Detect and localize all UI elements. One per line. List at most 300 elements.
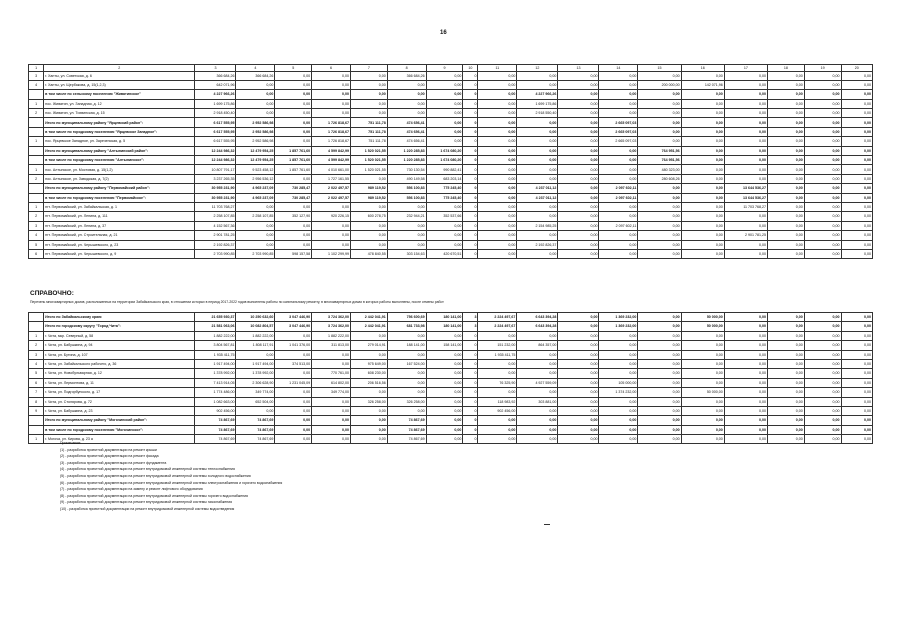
value-cell: 0,00 — [841, 397, 873, 406]
value-cell: 0,00 — [275, 99, 312, 108]
value-cell: 0,00 — [558, 127, 599, 136]
value-cell: 3 724 362,00 — [312, 322, 351, 331]
value-cell: 0,00 — [312, 221, 351, 230]
value-cell: 0,00 — [638, 341, 681, 350]
value-cell: 0,00 — [478, 425, 517, 434]
notes-title: Примечание: — [60, 441, 82, 445]
column-number: 10 — [463, 65, 478, 72]
value-cell: 0,00 — [638, 416, 681, 425]
value-cell: 0,00 — [804, 435, 841, 444]
value-cell: 0,00 — [426, 435, 463, 444]
value-cell: 0,00 — [804, 127, 841, 136]
value-cell: 600 278,75 — [350, 212, 387, 221]
column-number: 11 — [478, 65, 517, 72]
value-cell: 0,00 — [236, 406, 275, 415]
value-cell: 0,00 — [275, 397, 312, 406]
value-cell: 2 192 826,37 — [517, 240, 558, 249]
value-cell: 0,00 — [804, 118, 841, 127]
value-cell: 598 157,58 — [275, 249, 312, 258]
value-cell: 1 935 411,75 — [478, 350, 517, 359]
value-cell: 0,00 — [517, 212, 558, 221]
value-cell: 13 644 536,27 — [724, 193, 767, 202]
column-number: 7 — [350, 65, 387, 72]
table-row — [29, 341, 873, 350]
value-cell: 0,00 — [638, 118, 681, 127]
row-number — [29, 146, 44, 155]
address-cell: г. Чита, ул. Лермонтова, д. 11 — [44, 378, 195, 387]
value-cell: 0,00 — [768, 99, 805, 108]
value-cell: 11 703 768,27 — [724, 202, 767, 211]
value-cell: 0,00 — [312, 435, 351, 444]
value-cell: 0,00 — [517, 435, 558, 444]
value-cell: 730 285,47 — [275, 193, 312, 202]
note-item: (4) - разработка проектной документации на ремонт внутридомовой инженерной системы теплоснабжения — [60, 467, 235, 472]
value-cell: 0,00 — [681, 212, 724, 221]
value-cell: 0,00 — [681, 109, 724, 118]
value-cell: 0 — [463, 397, 478, 406]
value-cell: 0,00 — [599, 109, 638, 118]
value-cell: 0,00 — [350, 416, 387, 425]
column-number: 9 — [426, 65, 463, 72]
value-cell: 0,00 — [236, 202, 275, 211]
value-cell: 0 — [463, 90, 478, 99]
value-cell: 1 857 761,60 — [275, 146, 312, 155]
value-cell: 0,00 — [724, 406, 767, 415]
value-cell: 0,00 — [426, 350, 463, 359]
value-cell: 0,00 — [841, 165, 873, 174]
value-cell: 0,00 — [638, 350, 681, 359]
value-cell: 478 840,55 — [350, 249, 387, 258]
value-cell: 0,00 — [681, 369, 724, 378]
value-cell: 0,00 — [768, 350, 805, 359]
value-cell: 0,00 — [558, 90, 599, 99]
value-cell: 0,00 — [768, 313, 805, 322]
value-cell: 0,00 — [724, 388, 767, 397]
value-cell: 0,00 — [681, 221, 724, 230]
value-cell: 0,00 — [841, 322, 873, 331]
table-row — [29, 80, 873, 89]
value-cell: 0,00 — [681, 174, 724, 183]
value-cell: 0,00 — [638, 212, 681, 221]
value-cell: 0,00 — [478, 118, 517, 127]
value-cell: 0,00 — [724, 378, 767, 387]
column-number: 19 — [804, 65, 841, 72]
value-cell: 0,00 — [599, 240, 638, 249]
value-cell: 0,00 — [768, 397, 805, 406]
value-cell: 0,00 — [312, 425, 351, 434]
value-cell: 0,00 — [724, 109, 767, 118]
value-cell: 0,00 — [638, 249, 681, 258]
value-cell: 2 703 990,85 — [236, 249, 275, 258]
value-cell: 0,00 — [387, 369, 426, 378]
value-cell: 0,00 — [478, 146, 517, 155]
column-number: 2 — [44, 65, 195, 72]
value-cell: 0,00 — [768, 118, 805, 127]
value-cell: 0 — [463, 174, 478, 183]
value-cell: 158 141,00 — [426, 341, 463, 350]
value-cell: 0,00 — [599, 359, 638, 368]
value-cell: 0,00 — [638, 137, 681, 146]
value-cell: 0,00 — [275, 109, 312, 118]
column-number: 3 — [195, 65, 236, 72]
value-cell: 0,00 — [387, 331, 426, 340]
value-cell: 0,00 — [275, 406, 312, 415]
value-cell: 2 703 990,85 — [195, 249, 236, 258]
value-cell: 0,00 — [804, 109, 841, 118]
address-cell: г. Чита, ул. Новобульварная, д. 12 — [44, 369, 195, 378]
value-cell: 0,00 — [768, 221, 805, 230]
value-cell: 3 047 446,90 — [275, 322, 312, 331]
row-number: 6 — [29, 249, 44, 258]
row-number: 2 — [29, 212, 44, 221]
value-cell: 0,00 — [724, 137, 767, 146]
value-cell: 0,00 — [478, 80, 517, 89]
value-cell: 0,00 — [841, 350, 873, 359]
value-cell: 0,00 — [768, 369, 805, 378]
value-cell: 0,00 — [681, 202, 724, 211]
value-cell: 0,00 — [387, 99, 426, 108]
value-cell: 0,00 — [312, 350, 351, 359]
value-cell: 0,00 — [638, 127, 681, 136]
row-number — [29, 90, 44, 99]
value-cell: 0,00 — [638, 378, 681, 387]
value-cell: 0,00 — [426, 127, 463, 136]
column-number: 18 — [768, 65, 805, 72]
value-cell: 0,00 — [236, 221, 275, 230]
value-cell: 756 600,69 — [387, 313, 426, 322]
value-cell: 12 479 954,25 — [236, 146, 275, 155]
row-number: 5 — [29, 240, 44, 249]
address-cell: пгт. Первомайский, ул. Строительная, д. 21 — [44, 231, 195, 240]
row-number: 4 — [29, 359, 44, 368]
value-cell: 0,00 — [478, 193, 517, 202]
value-cell: 151 232,00 — [478, 341, 517, 350]
value-cell: 480 323,00 — [638, 165, 681, 174]
value-cell: 0,00 — [426, 416, 463, 425]
value-cell: 2 097 602,11 — [599, 221, 638, 230]
value-cell: 0,00 — [768, 240, 805, 249]
value-cell: 4 927 559,09 — [517, 378, 558, 387]
value-cell: 0,00 — [350, 221, 387, 230]
value-cell: 0,00 — [681, 146, 724, 155]
value-cell: 730 285,47 — [275, 184, 312, 193]
address-cell: пос. Живатин, ул. Тихвинская, д. 15 — [44, 109, 195, 118]
value-cell: 0,00 — [599, 231, 638, 240]
value-cell: 0,00 — [426, 359, 463, 368]
row-number — [29, 118, 44, 127]
value-cell: 1 882 222,00 — [195, 331, 236, 340]
value-cell: 0,00 — [804, 249, 841, 258]
table-row — [29, 378, 873, 387]
value-cell: 0,00 — [804, 341, 841, 350]
table-row — [29, 165, 873, 174]
value-cell: 0,00 — [841, 406, 873, 415]
value-cell: 1 917 494,00 — [195, 359, 236, 368]
value-cell: 0,00 — [517, 369, 558, 378]
value-cell: 0,00 — [426, 397, 463, 406]
value-cell: 0,00 — [478, 212, 517, 221]
value-cell: 0,00 — [478, 202, 517, 211]
row-number: 1 — [29, 165, 44, 174]
value-cell: 0,00 — [768, 435, 805, 444]
value-cell: 0,00 — [558, 156, 599, 165]
value-cell: 0,00 — [558, 388, 599, 397]
column-number: 16 — [681, 65, 724, 72]
value-cell: 1 378 992,00 — [195, 369, 236, 378]
value-cell: 6 643 394,28 — [517, 313, 558, 322]
value-cell: 614 802,00 — [312, 378, 351, 387]
column-number: 15 — [638, 65, 681, 72]
value-cell: 0 — [463, 350, 478, 359]
value-cell: 2 952 586,98 — [236, 127, 275, 136]
value-cell: 0,00 — [804, 90, 841, 99]
value-cell: 0,00 — [841, 174, 873, 183]
address-cell: пгт. Первомайский, ул. Ленина, д. 111 — [44, 212, 195, 221]
value-cell: 0,00 — [841, 184, 873, 193]
value-cell: 1 935 411,75 — [195, 350, 236, 359]
value-cell: 326 258,00 — [350, 397, 387, 406]
row-number: 2 — [29, 341, 44, 350]
value-cell: 2 665 097,03 — [599, 118, 638, 127]
value-cell: 74 867,69 — [236, 435, 275, 444]
value-cell: 0,00 — [517, 118, 558, 127]
value-cell: 0,00 — [558, 240, 599, 249]
value-cell: 0,00 — [275, 137, 312, 146]
value-cell: 74 867,69 — [387, 435, 426, 444]
value-cell: 0 — [463, 425, 478, 434]
value-cell: 1 231 045,09 — [275, 378, 312, 387]
value-cell: 0,00 — [426, 378, 463, 387]
value-cell: 775 245,40 — [426, 184, 463, 193]
value-cell: 902 456,00 — [195, 406, 236, 415]
value-cell: 0 — [463, 202, 478, 211]
value-cell: 74 867,69 — [195, 435, 236, 444]
address-cell: пгт. Первомайский, ул. Забайкальская, д. 1 — [44, 202, 195, 211]
value-cell: 0,00 — [275, 388, 312, 397]
value-cell: 0,00 — [558, 109, 599, 118]
value-cell: 0,00 — [350, 435, 387, 444]
value-cell: 0,00 — [841, 359, 873, 368]
value-cell: 0,00 — [681, 416, 724, 425]
note-item: (7) - разработка проектной документации на замену и ремонт лифтового оборудования — [60, 487, 203, 492]
value-cell: 0,00 — [768, 146, 805, 155]
value-cell: 0,00 — [638, 221, 681, 230]
value-cell: 556 100,83 — [387, 193, 426, 202]
value-cell: 0,00 — [350, 109, 387, 118]
value-cell: 0,00 — [638, 406, 681, 415]
value-cell: 0,00 — [638, 202, 681, 211]
value-cell: 0,00 — [387, 240, 426, 249]
value-cell: 0,00 — [638, 109, 681, 118]
value-cell: 118 983,92 — [478, 397, 517, 406]
value-cell: 352 127,90 — [275, 212, 312, 221]
value-cell: 0,00 — [804, 359, 841, 368]
value-cell: 0,00 — [804, 156, 841, 165]
value-cell: 0,00 — [841, 313, 873, 322]
value-cell: 4 599 842,99 — [312, 146, 351, 155]
table-row — [29, 202, 873, 211]
value-cell: 0 — [463, 146, 478, 155]
row-number: 3 — [29, 71, 44, 80]
note-item: (1) - разработка проектной документации на ремонт крыши — [60, 447, 157, 452]
value-cell: 0,00 — [768, 90, 805, 99]
row-number: 2 — [29, 109, 44, 118]
table-subtotal-row — [29, 313, 873, 322]
column-number: 20 — [841, 65, 873, 72]
value-cell: 902 456,00 — [478, 406, 517, 415]
value-cell: 0,00 — [478, 388, 517, 397]
value-cell: 0,00 — [841, 435, 873, 444]
value-cell: 2 901 781,25 — [195, 231, 236, 240]
value-cell: 0,00 — [804, 406, 841, 415]
row-number: 3 — [29, 221, 44, 230]
value-cell: 1 727 161,55 — [312, 174, 351, 183]
note-item: (6) - разработка проектной документации на ремонт внутридомовой инженерной системы электроснабжения и горячего водоснабжения — [60, 480, 283, 485]
value-cell: 0,00 — [841, 109, 873, 118]
row-number: 5 — [29, 369, 44, 378]
row-number — [29, 416, 44, 425]
table-row — [29, 109, 873, 118]
value-cell: 2 022 497,57 — [312, 193, 351, 202]
value-cell: 0,00 — [804, 322, 841, 331]
value-cell: 0,00 — [426, 331, 463, 340]
value-cell: 3 — [463, 322, 478, 331]
address-cell: г. Ханты, ул. Щербакова, д. 15(1,2,3) — [44, 80, 195, 89]
row-number: 6 — [29, 378, 44, 387]
row-number — [29, 313, 44, 322]
value-cell: 0,00 — [638, 359, 681, 368]
value-cell: 303 881,00 — [517, 397, 558, 406]
table-row — [29, 71, 873, 80]
value-cell: 74 867,69 — [195, 425, 236, 434]
value-cell: 0 — [463, 193, 478, 202]
value-cell: 0,00 — [768, 322, 805, 331]
value-cell: 374 513,00 — [275, 359, 312, 368]
value-cell: 0,00 — [638, 71, 681, 80]
row-number: 1 — [29, 435, 44, 444]
value-cell: 1 041 376,00 — [275, 341, 312, 350]
note-item: (3) - разработка проектной документации на ремонт фундамента — [60, 460, 167, 465]
value-cell: 0,00 — [768, 212, 805, 221]
address-cell: г. Чита, ул. Столярова, д. 72 — [44, 397, 195, 406]
row-number: 2 — [29, 174, 44, 183]
value-cell: 0,00 — [558, 71, 599, 80]
value-cell: 0,00 — [558, 378, 599, 387]
value-cell: 0 — [463, 369, 478, 378]
value-cell: 0,00 — [724, 221, 767, 230]
value-cell: 0,00 — [517, 231, 558, 240]
value-cell: 0,00 — [275, 435, 312, 444]
value-cell: 1 726 818,67 — [312, 127, 351, 136]
value-cell: 105 000,00 — [599, 378, 638, 387]
value-cell: 0,00 — [558, 212, 599, 221]
value-cell: 0,00 — [517, 425, 558, 434]
table-row — [29, 231, 873, 240]
value-cell: 0,00 — [387, 406, 426, 415]
value-cell: 0,00 — [517, 202, 558, 211]
value-cell: 0,00 — [312, 80, 351, 89]
value-cell: 0,00 — [841, 231, 873, 240]
address-cell: в том числе по городскому поселению "Алтынинское": — [44, 156, 195, 165]
value-cell: 1 220 285,83 — [387, 156, 426, 165]
value-cell: 366 684,26 — [236, 71, 275, 80]
value-cell: 751 111,78 — [350, 137, 387, 146]
value-cell: 0,00 — [517, 388, 558, 397]
value-cell: 0,00 — [841, 369, 873, 378]
value-cell: 0,00 — [275, 90, 312, 99]
value-cell: 2 918 550,40 — [517, 109, 558, 118]
value-cell: 0,00 — [724, 146, 767, 155]
value-cell: 0,00 — [681, 90, 724, 99]
table-subtotal-row — [29, 184, 873, 193]
value-cell: 0,00 — [312, 406, 351, 415]
value-cell: 0,00 — [350, 240, 387, 249]
value-cell: 0,00 — [599, 212, 638, 221]
value-cell: 0,00 — [426, 231, 463, 240]
value-cell: 0,00 — [599, 397, 638, 406]
value-cell: 0,00 — [724, 331, 767, 340]
value-cell: 0,00 — [478, 231, 517, 240]
table-row — [29, 369, 873, 378]
value-cell: 0,00 — [426, 425, 463, 434]
value-cell: 0,00 — [724, 397, 767, 406]
value-cell: 0,00 — [768, 202, 805, 211]
value-cell: 0,00 — [478, 174, 517, 183]
value-cell: 0,00 — [768, 359, 805, 368]
value-cell: 349 774,00 — [312, 388, 351, 397]
value-cell: 0,00 — [804, 212, 841, 221]
value-cell: 0,00 — [558, 165, 599, 174]
value-cell: 0,00 — [841, 99, 873, 108]
address-cell: в том числе по городскому поселению "Ярцевское Западное": — [44, 127, 195, 136]
value-cell: 0,00 — [558, 397, 599, 406]
value-cell: 0,00 — [517, 165, 558, 174]
value-cell: 0,00 — [558, 369, 599, 378]
value-cell: 349 774,00 — [236, 388, 275, 397]
value-cell: 0,00 — [517, 71, 558, 80]
value-cell: 1 220 285,83 — [387, 146, 426, 155]
value-cell: 0 — [463, 249, 478, 258]
value-cell: 1 520 021,55 — [350, 165, 387, 174]
value-cell: 0,00 — [517, 359, 558, 368]
value-cell: 0,00 — [804, 174, 841, 183]
table-subtotal-row — [29, 90, 873, 99]
value-cell: 0,00 — [350, 425, 387, 434]
value-cell: 1 369 232,00 — [599, 313, 638, 322]
value-cell: 0,00 — [841, 331, 873, 340]
value-cell: 12 479 954,25 — [236, 156, 275, 165]
value-cell: 1 699 175,86 — [517, 99, 558, 108]
value-cell: 0,00 — [638, 193, 681, 202]
value-cell: 0,00 — [426, 406, 463, 415]
address-cell: г. Чита, ул. Бабушкина, д. 94 — [44, 341, 195, 350]
value-cell: 0,00 — [724, 425, 767, 434]
value-cell: 775 245,40 — [426, 193, 463, 202]
value-cell: 0,00 — [681, 359, 724, 368]
value-cell: 0,00 — [478, 137, 517, 146]
value-cell: 2 097 602,11 — [599, 193, 638, 202]
value-cell: 0,00 — [478, 359, 517, 368]
value-cell: 2 224 497,67 — [478, 322, 517, 331]
value-cell: 0,00 — [350, 80, 387, 89]
value-cell: 0,00 — [599, 174, 638, 183]
value-cell: 188 141,00 — [387, 341, 426, 350]
address-cell: пос. Алтынское, ул. Мостовая, д. 15(1,2) — [44, 165, 195, 174]
page-number: 16 — [440, 30, 447, 36]
value-cell: 3 — [463, 313, 478, 322]
value-cell: 0,00 — [841, 80, 873, 89]
address-cell: в том числе по городскому поселению "Могочинское": — [44, 425, 195, 434]
